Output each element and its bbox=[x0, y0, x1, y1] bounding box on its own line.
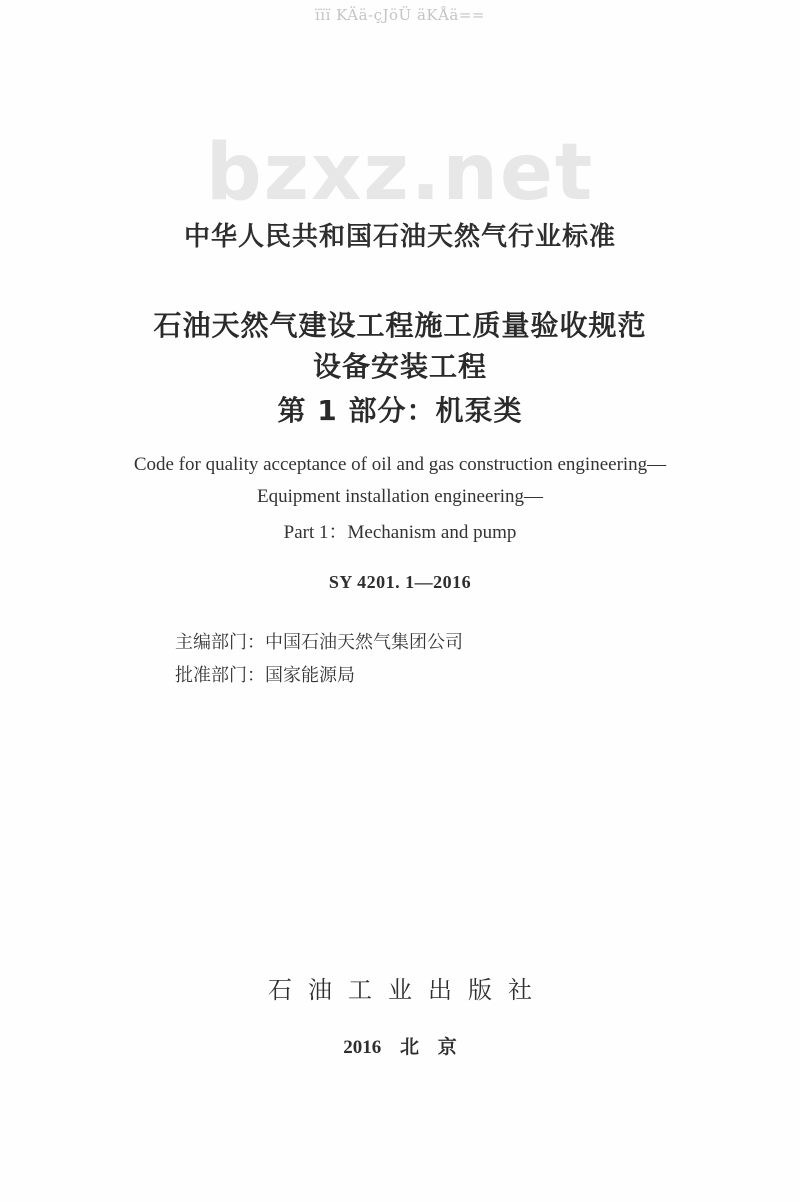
title-en-line-3: Part 1：Mechanism and pump bbox=[283, 522, 517, 543]
approver-department: 批准部门：国家能源局 bbox=[175, 665, 355, 686]
header-garbled-text: ïïï KÄä-çJöÜ äKÅä== bbox=[314, 6, 486, 24]
editor-department: 主编部门：中国石油天然气集团公司 bbox=[175, 632, 463, 653]
publication-year-place: 2016 北 京 bbox=[343, 1037, 457, 1058]
watermark: bzxz.net bbox=[205, 128, 595, 218]
publisher-name: 石油工业出版社 bbox=[268, 976, 548, 1004]
standard-code: SY 4201. 1—2016 bbox=[328, 572, 472, 592]
title-cn-line-3: 第 1 部分：机泵类 bbox=[277, 394, 523, 427]
title-cn-line-2: 设备安装工程 bbox=[312, 350, 487, 383]
title-cn-line-1: 石油天然气建设工程施工质量验收规范 bbox=[153, 309, 647, 342]
title-en-line-1: Code for quality acceptance of oil and gas construction engineering— bbox=[133, 454, 667, 475]
industry-standard-title: 中华人民共和国石油天然气行业标准 bbox=[183, 222, 616, 252]
title-en-line-2: Equipment installation engineering— bbox=[257, 486, 543, 507]
